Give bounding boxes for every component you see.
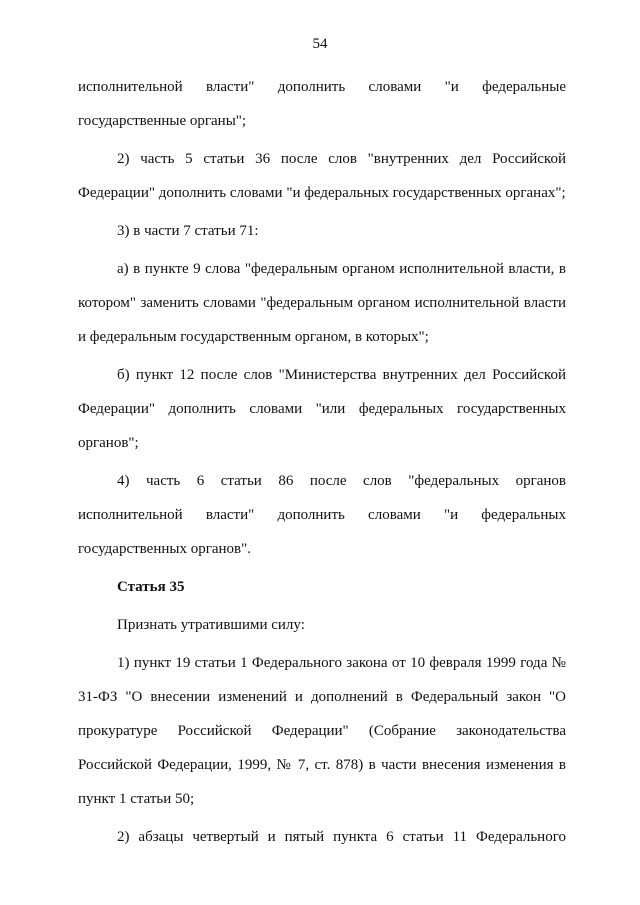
paragraph-item-2: 2) часть 5 статьи 36 после слов "внутренних дел Российской Федерации" дополнить словами "и федеральных государственных органах"; <box>78 151 566 201</box>
article-intro: Признать утратившими силу: <box>117 617 305 633</box>
page-number: 54 <box>312 36 328 52</box>
paragraph-subitem-b: б) пункт 12 после слов "Министерства внутренних дел Российской Федерации" дополнить словами "или федеральных государственных органов"; <box>78 367 566 451</box>
article-item-2: 2) абзацы четвертый и пятый пункта 6 статьи 11 Федерального <box>117 829 566 845</box>
paragraph-continuation: исполнительной власти" дополнить словами "и федеральные государственные органы"; <box>78 79 566 129</box>
paragraph-item-3: 3) в части 7 статьи 71: <box>117 223 259 239</box>
article-item-1: 1) пункт 19 статьи 1 Федерального закона от 10 февраля 1999 года № 31-ФЗ "О внесении изменений и дополнений в Федеральный закон "О прокуратуре Российской Федерации" (Собрание законодательства Российской Федерации, 1999, № 7, ст. 878) в части внесения изменения в пункт 1 статьи 50; <box>78 655 566 807</box>
paragraph-item-4: 4) часть 6 статьи 86 после слов "федеральных органов исполнительной власти" дополнить словами "и федеральных государственных органов". <box>78 473 566 557</box>
paragraph-subitem-a: а) в пункте 9 слова "федеральным органом исполнительной власти, в котором" заменить словами "федеральным органом исполнительной власти и федеральным государственным органом, в которых"; <box>78 261 566 345</box>
article-heading: Статья 35 <box>117 579 185 595</box>
document-body <box>78 70 566 854</box>
